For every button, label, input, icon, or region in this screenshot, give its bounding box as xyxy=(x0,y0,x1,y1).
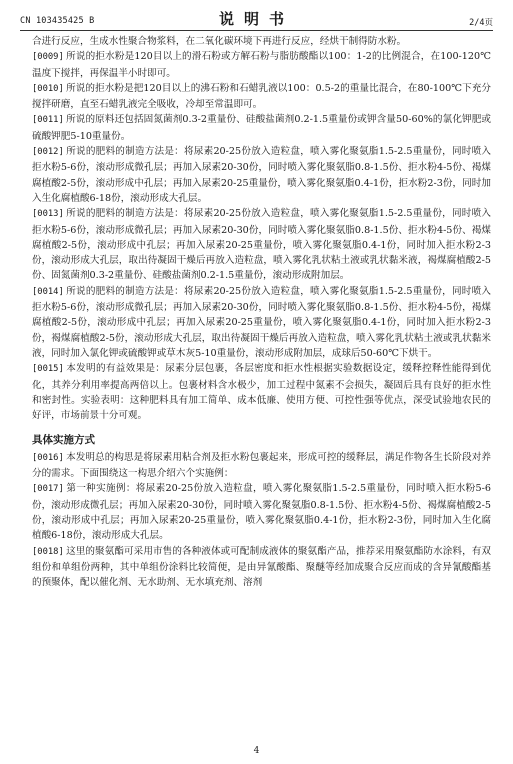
page-header xyxy=(20,6,493,28)
paragraph-group-summary xyxy=(32,49,491,423)
paragraph-text: 本发明总的构思是将尿素用粘合剂及拒水粉包裹起来，形成可控的缓释层，满足作物各生长阶段对养分的需求。下面围绕这一构思介绍六个实施例： xyxy=(32,451,491,480)
document-title: 说明书 xyxy=(218,10,294,28)
paragraph-number: [ 0013 ] xyxy=(32,207,66,222)
paragraph xyxy=(32,112,491,144)
continuation-text: 合进行反应，生成水性聚合物浆料，在二氧化碳环境下再进行反应，经烘干制得防水粉。 xyxy=(32,36,407,47)
paragraph xyxy=(32,481,491,543)
paragraph-number: [ 0018 ] xyxy=(32,545,66,560)
paragraph-text: 本发明的有益效果是：尿素分层包裹，各层密度和拒水性根据实验数据设定，缓释控释性能得到优化，其养分利用率提高两倍以上。包裹材料含水极少，加工过程中氮素不会损失，凝固后具有良好的拒水性和密封性。实验表明：这种肥料具有加工简单、成本低廉、使用方便、可控性强等优点，深受试验地农民的好评，市场前景十分可观。 xyxy=(32,363,491,422)
paragraph-text: 所说的肥料的制造方法是：将尿素20-25份放入造粒盘，喷入雾化聚氨脂1.5-2.5重量份，同时喷入拒水粉5-6份，滚动形成微孔层；再加入尿素20-30份，同时喷入雾化聚氨脂0.8-1.5份、拒水粉4-5份、褐煤腐植酸2-5份，滚动形成中孔层；再加入尿素20-25重量份，喷入雾化聚氨脂0.4-1份，同时加入拒水粉2-3份，滚动形成大孔层，取出待凝固干燥后再放入造粒盘，喷入雾化乳状粘土液或乳状黏米液，褐煤腐植酸2-5份、固氮菌剂0.3-2重量份、硅酸盐菌剂0.2-1.5重量份，滚动形成附加层。 xyxy=(32,208,491,282)
section-heading: 具体实施方式 xyxy=(32,434,95,447)
paragraph xyxy=(32,361,491,423)
paragraph-text: 所说的原料还包括固氮菌剂0.3-2重量份、硅酸盐菌剂0.2-1.5重量份或钾含量50-60%的氯化钾肥或硫酸钾肥5-10重量份。 xyxy=(32,114,491,142)
paragraph-number: [ 0011 ] xyxy=(32,113,66,128)
paragraph-number: [ 0017 ] xyxy=(32,482,66,497)
paragraph-number: [ 0016 ] xyxy=(32,451,66,466)
paragraph-number: [ 0014 ] xyxy=(32,285,66,300)
paragraph xyxy=(32,144,491,206)
paragraph-number: [ 0012 ] xyxy=(32,145,66,160)
paragraph-text: 所说的拒水粉是把120目以上的沸石粉和石蜡乳液以100：0.5-2的重量比混合，在80-100℃下充分搅拌研磨，直至石蜡乳液完全吸收，冷却至常温即可。 xyxy=(32,82,491,111)
paragraph-text: 这里的聚氨酯可采用市售的各种液体或可配制成液体的聚氨酯产品，推荐采用聚氨酯防水涂料，有双组份和单组份两种，其中单组份涂料比较简便，是由异氰酸酯、聚醚等经加成聚合反应而成的含异氰酸酯基的预聚体，配以催化剂、无水助剂、无水填充剂、溶剂 xyxy=(32,545,491,589)
paragraph-group-embodiments xyxy=(32,450,491,591)
header-divider xyxy=(20,30,493,31)
paragraph xyxy=(32,450,491,482)
paragraph-number: [ 0009 ] xyxy=(32,50,66,65)
paragraph xyxy=(32,81,491,113)
paragraph xyxy=(32,206,491,283)
paragraph xyxy=(32,284,491,361)
page-footer-number: 4 xyxy=(253,746,260,756)
paragraph-text: 所说的肥料的制造方法是：将尿素20-25份放入造粒盘，喷入雾化聚氨脂1.5-2.5重量份，同时喷入拒水粉5-6份，滚动形成微孔层；再加入尿素20-30份，同时喷入雾化聚氨脂0.8-1.5份、拒水粉4-5份、褐煤腐植酸2-5份，滚动形成中孔层；再加入尿素20-25重量份，喷入雾化聚氨脂0.4-1份，拒水粉2-3份，同时加入生化腐植酸6-18份，滚动形成大孔层。 xyxy=(32,146,491,204)
document-body xyxy=(32,34,491,590)
paragraph-text: 所说的肥料的制造方法是：将尿素20-25份放入造粒盘，喷入雾化聚氨脂1.5-2.5重量份，同时喷入拒水粉5-6份，滚动形成微孔层；再加入尿素20-30份，同时喷入雾化聚氨脂0.8-1.5份、拒水粉4-5份，褐煤腐植酸2-5份，滚动形成中孔层；再加入尿素20-25重量份，喷入雾化聚氨脂0.4-1份，同时加入拒水粉2-3份，褐煤腐植酸2-5份，滚动形成大孔层，取出待凝固干燥后再放入造粒盘，喷入雾化乳状粘土液或乳状黏米液，同时加入氯化钾或硫酸钾或草木灰5-10重量份，滚动形成附加层，成球后50-60℃下烘干。 xyxy=(32,285,491,359)
paragraph-text: 第一种实施例：将尿素20-25份放入造粒盘，喷入雾化聚氨脂1.5-2.5重量份，同时喷入拒水粉5-6份，滚动形成微孔层；再加入尿素20-30份，同时喷入雾化聚氨脂0.8-1.5份、拒水粉4-5份、褐煤腐植酸2-5份，滚动形成中孔层；再加入尿素20-25重量份，喷入雾化聚氨脂0.4-1份，拒水粉2-3份，同时加入生化腐植酸6-18份，滚动形成大孔层。 xyxy=(32,483,491,542)
patent-number: CN 103435425 B xyxy=(20,16,95,26)
page-indicator: 2/4页 xyxy=(469,18,493,28)
paragraph xyxy=(32,49,491,81)
paragraph-number: [ 0015 ] xyxy=(32,362,66,377)
paragraph xyxy=(32,544,491,591)
paragraph-text: 所说的拒水粉是120目以上的滑石粉或方解石粉与脂肪酸酯以100：1-2的比例混合，在100-120℃温度下搅拌，再保温半小时即可。 xyxy=(32,51,491,79)
paragraph-number: [ 0010 ] xyxy=(32,82,66,97)
